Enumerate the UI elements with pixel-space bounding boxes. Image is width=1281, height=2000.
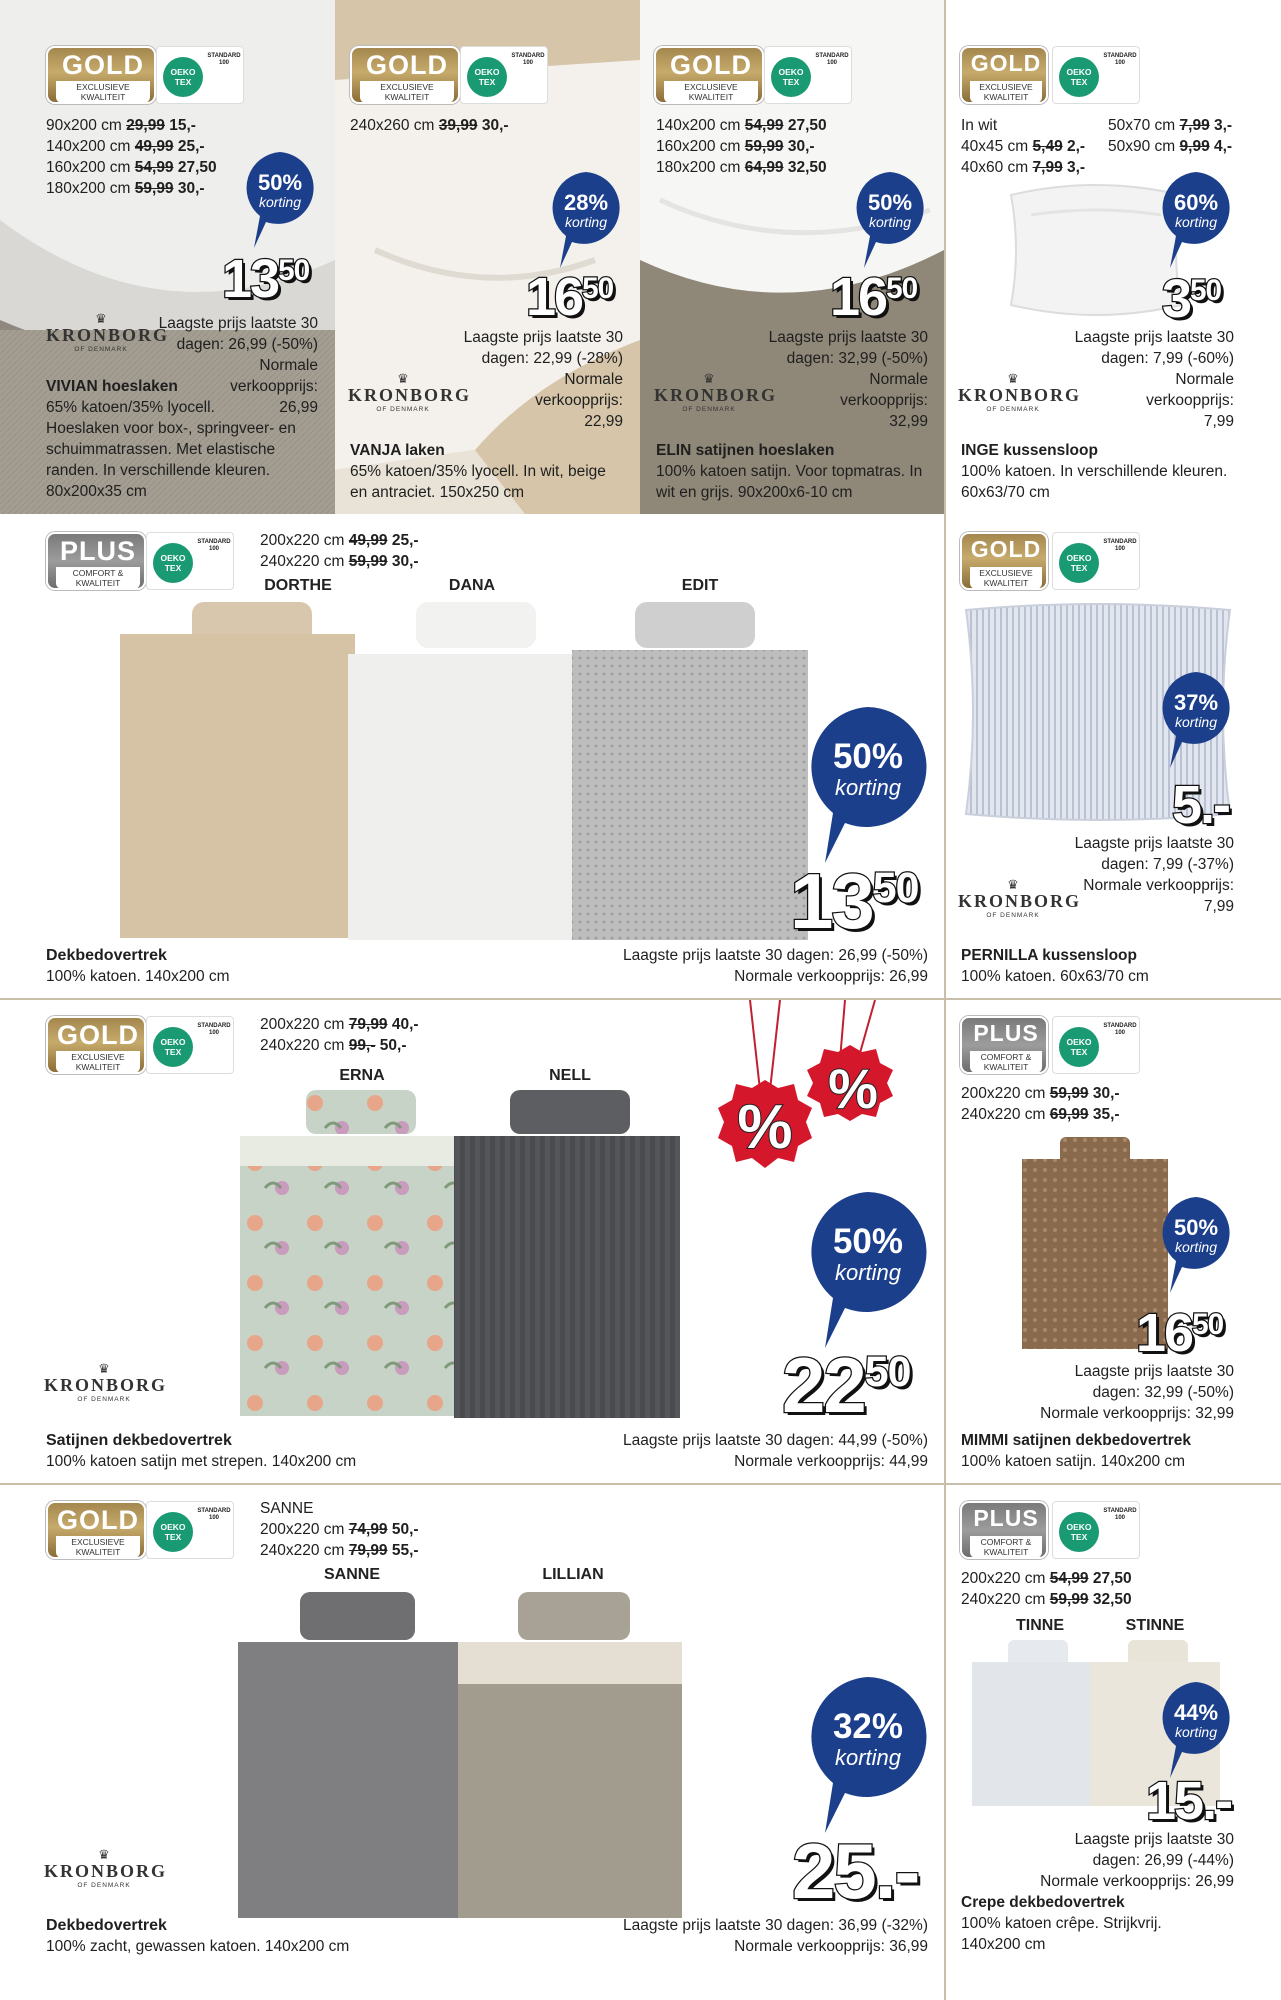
gold-oeko-badge: GOLD EXCLUSIEVE KWALITEIT OEKO TEX STANDARD 100: [46, 46, 244, 104]
vanja-price: $16^{50}$: [526, 267, 614, 327]
gold-oeko-badge: GOLD EXCLUSIEVE KWALITEIT OEKO TEX STANDARD 100: [46, 1501, 244, 1559]
discount-bubble: 28% korting: [548, 170, 624, 270]
erna-name: Satijnen dekbedovertrek: [46, 1432, 232, 1449]
pernilla-name: PERNILLA kussensloop: [961, 947, 1137, 964]
discount-bubble: 44% korting: [1158, 1680, 1234, 1780]
vivian-lowest-price: Laagste prijs laatste 30 dagen: 26,99 (-50%): [158, 315, 318, 353]
inge-size-list-left: In wit 40x45 cm 5,49 2,- 40x60 cm 7,99 3,-: [961, 117, 1086, 176]
vanja-normal-price: Normale verkoopprijs: 22,99: [535, 371, 623, 430]
tinne-price: 15.-: [1146, 1771, 1232, 1831]
vivian-material: 65% katoen/35% lyocell.: [46, 399, 215, 416]
variant-label-stinne: STINNE: [1125, 1617, 1185, 1634]
vivian-price: $13^{50}$: [222, 249, 310, 309]
kronborg-logo: ♛ KRONBORG OF DENMARK: [44, 1361, 168, 1403]
sanne-size-list: SANNE 200x220 cm 74,99 50,- 240x220 cm 79,99 55,-: [260, 1500, 419, 1559]
gold-oeko-badge: GOLD EXCLUSIEVE KWALITEIT OEKO TEX STANDARD 100: [46, 1016, 244, 1074]
discount-bubble: 50% korting: [805, 1190, 931, 1350]
vanja-size-list: 240x260 cm 39,99 30,-: [350, 117, 509, 134]
vanja-lowest-price: Laagste prijs laatste 30 dagen: 22,99 (-28%): [463, 329, 623, 367]
discount-bubble: 60% korting: [1158, 170, 1234, 270]
gold-oeko-badge: GOLD EXCLUSIEVE KWALITEIT OEKO TEX STANDARD 100: [350, 46, 548, 104]
variant-label-nell: NELL: [549, 1067, 591, 1084]
mimmi-size-list: 200x220 cm 59,99 30,- 240x220 cm 69,99 35,-: [961, 1085, 1120, 1123]
sanne-name: Dekbedovertrek: [46, 1917, 167, 1934]
inge-size-list-right: 50x70 cm 7,99 3,- 50x90 cm 9,99 4,-: [1108, 117, 1233, 155]
dorthe-name: Dekbedovertrek: [46, 947, 167, 964]
variant-label-dana: DANA: [448, 577, 496, 594]
inge-normal-price: Normale verkoopprijs: 7,99: [1146, 371, 1234, 430]
gold-oeko-badge: GOLD EXCLUSIEVE KWALITEIT OEKO TEX STANDARD 100: [960, 532, 1158, 590]
kronborg-logo: ♛ KRONBORG OF DENMARK: [46, 311, 170, 353]
sanne-normal-price: Normale verkoopprijs: 36,99: [734, 1938, 928, 1955]
gold-oeko-badge: GOLD EXCLUSIEVE KWALITEIT OEKO TEX STANDARD 100: [960, 46, 1158, 104]
dorthe-normal-price: Normale verkoopprijs: 26,99: [734, 968, 928, 985]
tinne-normal-price: Normale verkoopprijs: 26,99: [1040, 1873, 1234, 1890]
sanne-description: 100% zacht, gewassen katoen. 140x200 cm: [46, 1938, 350, 1955]
pernilla-description: 100% katoen. 60x63/70 cm: [961, 968, 1149, 985]
mimmi-price: $16^{50}$: [1136, 1303, 1224, 1363]
plus-oeko-badge: PLUS COMFORT & KWALITEIT OEKO TEX STANDARD 100: [46, 532, 244, 590]
mimmi-normal-price: Normale verkoopprijs: 32,99: [1040, 1405, 1234, 1422]
kronborg-logo: ♛ KRONBORG OF DENMARK: [348, 371, 472, 413]
mimmi-description: 100% katoen satijn. 140x200 cm: [961, 1453, 1186, 1470]
elin-size-list: 140x200 cm 54,99 27,50 160x200 cm 59,99 30,- 180x200 cm 64,99 32,50: [656, 117, 827, 176]
elin-price: $16^{50}$: [830, 267, 918, 327]
elin-normal-price: Normale verkoopprijs: 32,99: [840, 371, 928, 430]
inge-name: INGE kussensloop: [961, 442, 1098, 459]
pernilla-normal-price: Normale verkoopprijs: 7,99: [1083, 877, 1234, 915]
elin-description: 100% katoen satijn. Voor topmatras. In wit en grijs. 90x200x6-10 cm: [656, 463, 923, 501]
discount-bubble: 50% korting: [242, 150, 318, 250]
divider: [0, 998, 1281, 1000]
satin-covers-photo: [240, 1088, 680, 1418]
divider: [0, 1483, 1281, 1485]
sanne-lowest-price: Laagste prijs laatste 30 dagen: 36,99 (-32%): [622, 1917, 928, 1934]
variant-label-edit: EDIT: [681, 577, 719, 594]
discount-bubble: 50% korting: [852, 170, 928, 270]
vivian-normal-price: Normale verkoopprijs: 26,99: [230, 357, 318, 416]
pernilla-price: 5.-: [1172, 775, 1230, 835]
percent-tag-2: %: [828, 1057, 878, 1120]
sanne-price: 25.-: [792, 1827, 919, 1915]
kronborg-logo: ♛ KRONBORG OF DENMARK: [654, 371, 778, 413]
discount-bubble: 37% korting: [1158, 670, 1234, 770]
tinne-lowest-price: Laagste prijs laatste 30 dagen: 26,99 (-44%): [1074, 1831, 1234, 1869]
erna-description: 100% katoen satijn met strepen. 140x200 cm: [46, 1453, 357, 1470]
vanja-description: 65% katoen/35% lyocell. In wit, beige en antraciet. 150x250 cm: [350, 463, 606, 501]
dorthe-size-list: 200x220 cm 49,99 25,- 240x220 cm 59,99 30,-: [260, 532, 419, 570]
elin-name: ELIN satijnen hoeslaken: [656, 442, 835, 459]
mimmi-name: MIMMI satijnen dekbedovertrek: [961, 1432, 1191, 1449]
plus-oeko-badge: PLUS COMFORT & KWALITEIT OEKO TEX STANDARD 100: [960, 1501, 1158, 1559]
vivian-size-list: 90x200 cm 29,99 15,- 140x200 cm 49,99 25,- 160x200 cm 54,99 27,50 180x200 cm 59,99 30,-: [46, 117, 217, 197]
tinne-size-list: 200x220 cm 54,99 27,50 240x220 cm 59,99 32,50: [961, 1570, 1132, 1608]
discount-bubble: 50% korting: [805, 705, 931, 865]
tinne-description: 100% katoen crêpe. Strijkvrij. 140x200 cm: [961, 1915, 1162, 1953]
variant-label-lillian: LILLIAN: [542, 1566, 604, 1583]
plus-oeko-badge: PLUS COMFORT & KWALITEIT OEKO TEX STANDARD 100: [960, 1016, 1158, 1074]
erna-normal-price: Normale verkoopprijs: 44,99: [734, 1453, 928, 1470]
variant-label-dorthe: DORTHE: [264, 577, 332, 594]
elin-lowest-price: Laagste prijs laatste 30 dagen: 32,99 (-50%): [768, 329, 928, 367]
dorthe-lowest-price: Laagste prijs laatste 30 dagen: 26,99 (-50%): [622, 947, 928, 964]
inge-lowest-price: Laagste prijs laatste 30 dagen: 7,99 (-60%): [1074, 329, 1234, 367]
tinne-name: Crepe dekbedovertrek: [961, 1894, 1125, 1911]
erna-lowest-price: Laagste prijs laatste 30 dagen: 44,99 (-50%): [622, 1432, 928, 1449]
erna-size-list: 200x220 cm 79,99 40,- 240x220 cm 99,- 50,-: [260, 1016, 419, 1054]
mimmi-lowest-price: Laagste prijs laatste 30 dagen: 32,99 (-50%): [1074, 1363, 1234, 1401]
vivian-description: Hoeslaken voor box-, springveer- en schuimmatrassen. Met elastische randen. In verschillende kleuren. 80x200x35 cm: [46, 420, 296, 500]
kronborg-logo: ♛ KRONBORG OF DENMARK: [958, 371, 1082, 413]
inge-description: 100% katoen. In verschillende kleuren. 60x63/70 cm: [961, 463, 1228, 501]
discount-bubble: 32% korting: [805, 1675, 931, 1835]
dorthe-description: 100% katoen. 140x200 cm: [46, 968, 230, 985]
variant-label-sanne: SANNE: [323, 1566, 380, 1583]
gold-oeko-badge: GOLD EXCLUSIEVE KWALITEIT OEKO TEX STANDARD 100: [654, 46, 852, 104]
variant-label-erna: ERNA: [339, 1067, 385, 1084]
sanne-covers-photo: [238, 1590, 684, 1920]
kronborg-logo: ♛ KRONBORG OF DENMARK: [958, 877, 1082, 919]
vanja-name: VANJA laken: [350, 442, 445, 459]
variant-label-tinne: TINNE: [1016, 1617, 1064, 1634]
kronborg-logo: ♛ KRONBORG OF DENMARK: [44, 1847, 168, 1889]
percent-tag-1: %: [737, 1093, 793, 1162]
erna-price: $22^{50}$: [782, 1341, 911, 1429]
pernilla-lowest-price: Laagste prijs laatste 30 dagen: 7,99 (-37%): [1074, 835, 1234, 873]
vivian-name: VIVIAN hoeslaken: [46, 378, 178, 395]
dorthe-price: $13^{50}$: [790, 857, 919, 945]
duvet-covers-photo: [120, 598, 810, 943]
inge-price: $3^{50}$: [1162, 269, 1222, 329]
discount-bubble: 50% korting: [1158, 1195, 1234, 1295]
